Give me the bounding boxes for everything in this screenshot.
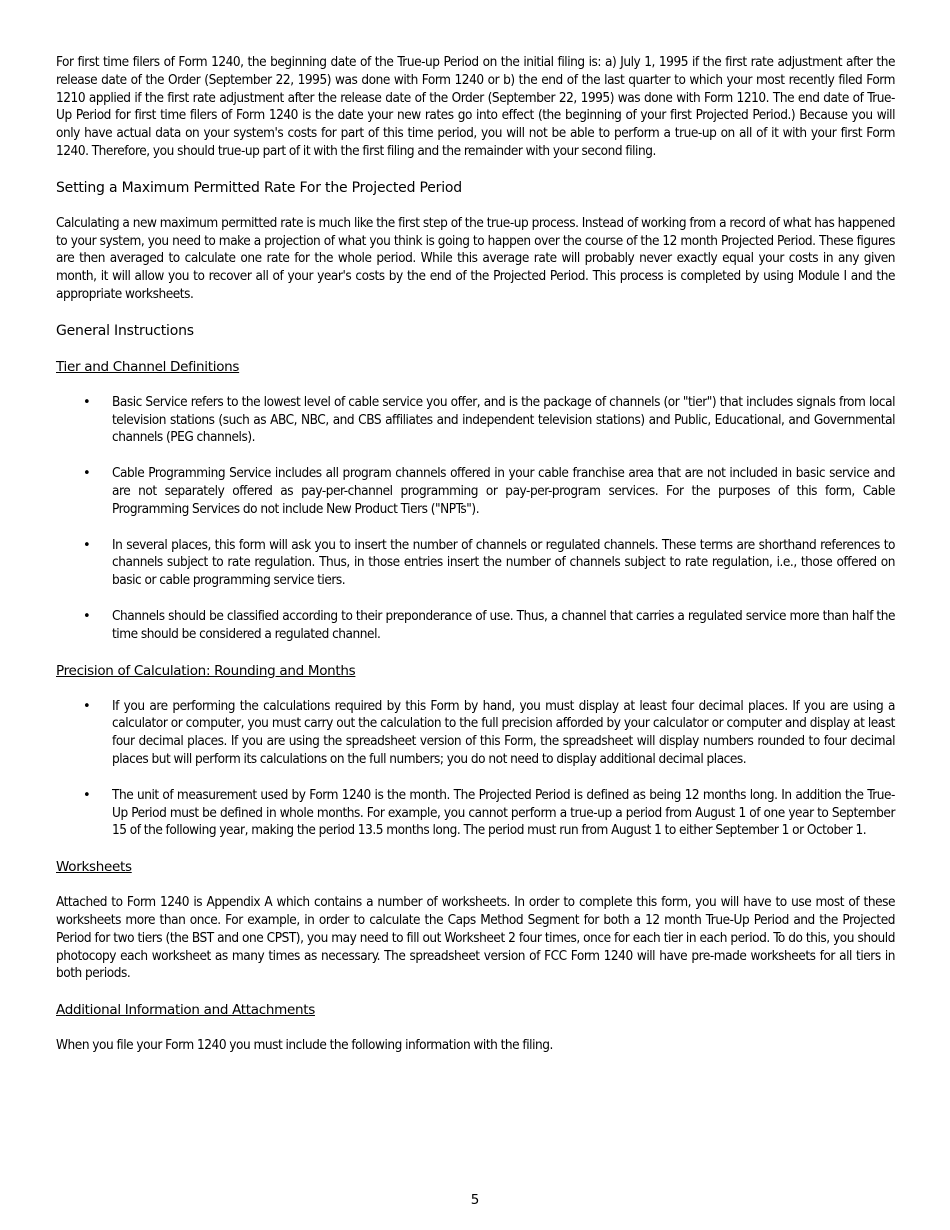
page-number: 5 bbox=[470, 1192, 480, 1208]
list-item bbox=[56, 394, 895, 447]
additional-info-paragraph: When you file your Form 1240 you must include the following information with the filing. bbox=[56, 1037, 553, 1054]
bullet-icon: • bbox=[83, 698, 91, 714]
bullet-icon: • bbox=[83, 787, 91, 803]
document-page bbox=[56, 54, 895, 1055]
list-item-text: The unit of measurement used by Form 1240 is the month. The Projected Period is defined as being 12 months long. In addition the True-Up Period must be defined in whole months. For example, you cannot perform a true-up a period from August 1 of one year to September 15 of the following year, making the period 13.5 months long. The period must run from August 1 to either September 1 or October 1. bbox=[112, 786, 895, 839]
list-item-text: In several places, this form will ask you to insert the number of channels or regulated channels. These terms are shorthand references to channels subject to rate regulation. Thus, in those entries insert the number of channels subject to rate regulation, i.e., those offered on basic or cable programming service tiers. bbox=[112, 536, 895, 589]
bullet-icon: • bbox=[83, 537, 91, 553]
worksheets-paragraph: Attached to Form 1240 is Appendix A which contains a number of worksheets. In order to complete this form, you will have to use most of these worksheets more than once. For example, in order to calculate the Caps Method Segment for both a 12 month True-Up Period and the Projected Period for two tiers (the BST and one CPST), you may need to fill out Worksheet 2 four times, once for each tier in each period. To do this, you should photocopy each worksheet as many times as necessary. The spreadsheet version of FCC Form 1240 will have pre-made worksheets for all tiers in both periods. bbox=[56, 894, 895, 982]
general-instructions-heading: General Instructions bbox=[56, 322, 194, 339]
bullet-icon: • bbox=[83, 608, 91, 624]
precision-subheading: Precision of Calculation: Rounding and Months bbox=[56, 662, 356, 679]
list-item bbox=[56, 787, 895, 840]
list-item-text: If you are performing the calculations required by this Form by hand, you must display at least four decimal places. If you are using a calculator or computer, you must carry out the calculation to the full precision afforded by your calculator or computer and display at least four decimal places. If you are using the spreadsheet version of this Form, the spreadsheet will display numbers rounded to four decimal places but will perform its calculations on the full numbers; you do not need to display additional decimal places. bbox=[112, 697, 895, 767]
max-rate-paragraph: Calculating a new maximum permitted rate is much like the first step of the true-up process. Instead of working from a record of what has happened to your system, you need to make a projection of what you think is going to happen over the course of the 12 month Projected Period. These figures are then averaged to calculate one rate for the whole period. While this average rate will probably never exactly equal your costs in any given month, it will allow you to recover all of your year's costs by the end of the Projected Period. This process is completed by using Module I and the appropriate worksheets. bbox=[56, 214, 895, 302]
tier-channel-list bbox=[56, 394, 895, 644]
bullet-icon: • bbox=[83, 466, 91, 482]
list-item bbox=[56, 465, 895, 518]
bullet-icon: • bbox=[83, 394, 91, 410]
list-item-text: Basic Service refers to the lowest level of cable service you offer, and is the package of channels (or "tier") that includes signals from local television stations (such as ABC, NBC, and CBS affiliates and independent television stations) and Public, Educational, and Governmental channels (PEG channels). bbox=[112, 393, 895, 446]
additional-info-subheading: Additional Information and Attachments bbox=[56, 1002, 315, 1019]
list-item-text: Channels should be classified according to their preponderance of use. Thus, a channel that carries a regulated service more than half the time should be considered a regulated channel. bbox=[112, 607, 895, 642]
tier-channel-subheading: Tier and Channel Definitions bbox=[56, 358, 240, 375]
list-item-text: Cable Programming Service includes all program channels offered in your cable franchise area that are not included in basic service and are not separately offered as pay-per-channel programming or pay-per-program services. For the purposes of this form, Cable Programming Services do not include New Product Tiers ("NPTs"). bbox=[112, 465, 895, 517]
precision-list bbox=[56, 698, 895, 841]
max-rate-heading: Setting a Maximum Permitted Rate For the Projected Period bbox=[56, 179, 462, 196]
list-item bbox=[56, 537, 895, 590]
worksheets-subheading: Worksheets bbox=[56, 859, 132, 876]
list-item bbox=[56, 608, 895, 644]
list-item bbox=[56, 698, 895, 769]
intro-paragraph: For first time filers of Form 1240, the beginning date of the True-up Period on the initial filing is: a) July 1, 1995 if the first rate adjustment after the release date of the Order (September 22, 1995) was done with Form 1240 or b) the end of the last quarter to which your most recently filed Form 1210 applied if the first rate adjustment after the release date of the Order (September 22, 1995) was done with Form 1210. The end date of True-Up Period for first time filers of Form 1240 is the date your new rates go into effect (the beginning of your first Projected Period.) Because you will only have actual data on your system's costs for part of this time period, you will not be able to perform a true-up on all of it with your first Form 1240. Therefore, you should true-up part of it with the first filing and the remainder with your second filing. bbox=[56, 54, 895, 159]
